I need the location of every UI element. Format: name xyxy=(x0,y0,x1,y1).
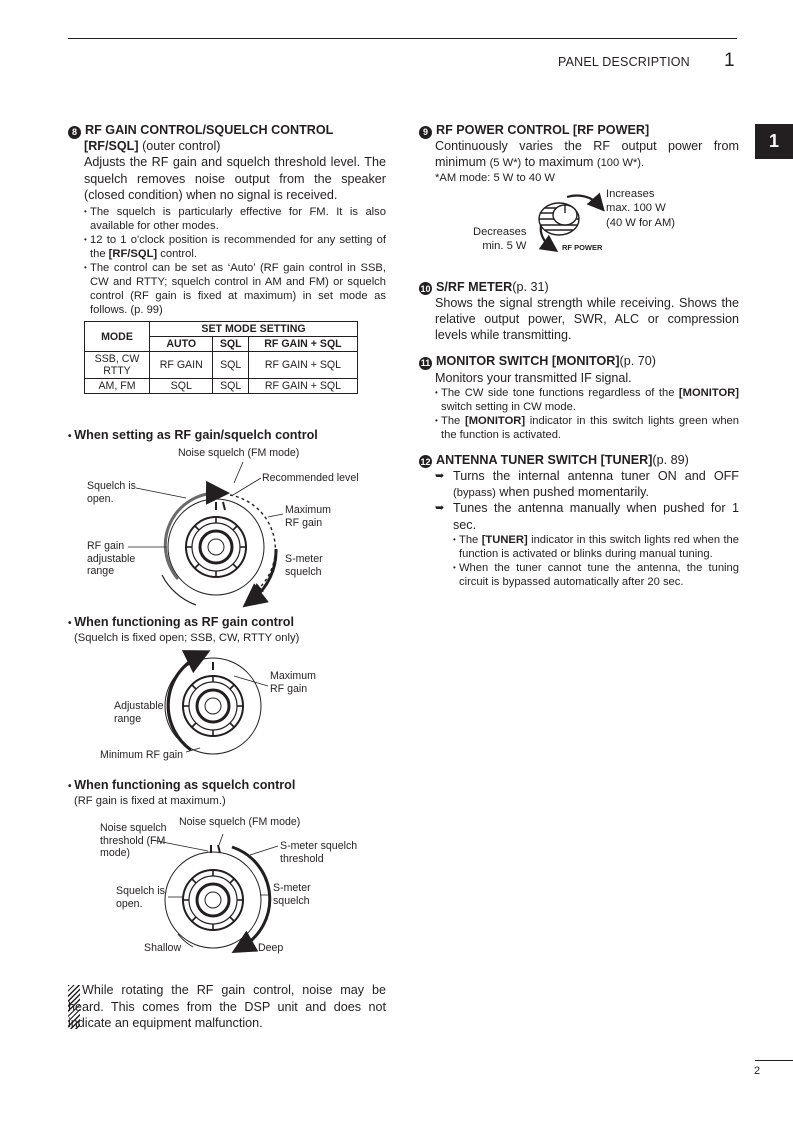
label-squelch-open: Squelch is open. xyxy=(87,480,136,505)
note: • When the tuner cannot tune the antenna, the tuning circuit is bypassed automatically after 20 sec. xyxy=(453,561,739,589)
top-rule xyxy=(68,38,737,39)
section-9-note: *AM mode: 5 W to 40 W xyxy=(435,171,555,184)
section-8-title: 8 RF GAIN CONTROL/SQUELCH CONTROL xyxy=(68,122,386,138)
number-11-icon: 11 xyxy=(420,358,431,369)
section-9-body: Continuously varies the RF output power from minimum (5 W*) to maximum (100 W*). xyxy=(435,139,739,170)
diagram-3-note: (RF gain is fixed at maximum.) xyxy=(74,795,226,807)
list-item: ➥ Turns the internal antenna tuner ON and OFF (bypass) when pushed momentarily. xyxy=(435,469,739,500)
section-8-notes xyxy=(84,205,386,317)
arrow-icon: ➥ xyxy=(435,502,445,515)
section-10-title: 10 S/RF METER (p. 31) xyxy=(420,279,549,294)
table-header: SET MODE SETTING xyxy=(150,322,358,337)
rf-power-diagram xyxy=(419,185,739,267)
footnote: While rotating the RF gain control, noise may be heard. This comes from the DSP unit and does not indicate an equipment malfunction. xyxy=(68,983,386,1030)
section-12-notes xyxy=(453,533,739,589)
section-11-title: 11 MONITOR SWITCH [MONITOR] (p. 70) xyxy=(420,354,656,369)
note: • The control can be set as ‘Auto’ (RF gain control in SSB, CW and RTTY; squelch control in AM and FM) or squelch control (RF gain is fixed at maximum) in set mode as follows. (p. 99) xyxy=(84,261,386,317)
diagram-2-note: (Squelch is fixed open; SSB, CW, RTTY only) xyxy=(74,632,300,644)
label-noise-squelch-fm: Noise squelch (FM mode) xyxy=(178,447,300,459)
label-s-meter-squelch: S-meter squelch xyxy=(285,553,323,578)
section-8-body: Adjusts the RF gain and squelch threshold level. The squelch removes noise output from the speaker (closed condition) when no signal is received. xyxy=(84,155,386,202)
arrow-icon: ➥ xyxy=(435,470,445,483)
section-11-notes xyxy=(435,386,739,442)
diagram-2-heading: • When functioning as RF gain control xyxy=(68,615,294,629)
page-number: 2 xyxy=(754,1065,761,1077)
section-9-title: 9 RF POWER CONTROL [RF POWER] xyxy=(419,122,739,138)
chapter-tab: 1 xyxy=(755,124,793,159)
note: • 12 to 1 o'clock position is recommended for any setting of the [RF/SQL] control. xyxy=(84,233,386,261)
label-squelch-open: Squelch is open. xyxy=(116,885,165,910)
label-deep: Deep xyxy=(258,942,284,954)
list-item: ➥ Tunes the antenna manually when pushed for 1 sec. xyxy=(435,501,739,532)
label-shallow: Shallow xyxy=(144,942,182,954)
table-header: RF GAIN + SQL xyxy=(248,337,357,352)
chapter-number: 1 xyxy=(724,50,735,71)
table-row: AM, FM SQL SQL RF GAIN + SQL xyxy=(85,379,358,394)
page-number-rule xyxy=(755,1060,793,1061)
label-increases: Increases max. 100 W (40 W for AM) xyxy=(606,187,675,229)
table-header: MODE xyxy=(85,322,150,352)
section-11-body: Monitors your transmitted IF signal. xyxy=(435,370,632,385)
label-minimum-rf-gain: Minimum RF gain xyxy=(100,749,184,761)
section-12-title: 12 ANTENNA TUNER SWITCH [TUNER] (p. 89) xyxy=(420,452,689,467)
number-10-icon: 10 xyxy=(420,283,431,294)
label-recommended-level: Recommended level xyxy=(262,472,359,484)
diagram-rf-sql xyxy=(68,445,388,610)
label-decreases: Decreases min. 5 W xyxy=(473,225,527,253)
section-10-body: Shows the signal strength while receiving. Shows the relative output power, SWR, ALC or compression levels while transmitting. xyxy=(435,295,739,343)
label-rf-power: RF POWER xyxy=(562,242,603,252)
number-8-icon: 8 xyxy=(68,126,81,139)
note: • The [MONITOR] indicator in this switch lights green when the function is activated. xyxy=(435,414,739,442)
number-9-icon: 9 xyxy=(419,126,432,139)
left-column xyxy=(68,122,386,394)
label-maximum-rf-gain: Maximum RF gain xyxy=(270,670,316,695)
section-12-items xyxy=(435,468,739,589)
diagram-1-heading: • When setting as RF gain/squelch control xyxy=(68,428,318,442)
table-row: SSB, CW RTTY RF GAIN SQL RF GAIN + SQL xyxy=(85,352,358,379)
label-s-meter-squelch: S-meter squelch xyxy=(273,882,311,907)
number-12-icon: 12 xyxy=(420,456,431,467)
running-head: PANEL DESCRIPTION xyxy=(558,55,690,69)
diagram-squelch xyxy=(68,815,388,960)
diagram-3-heading: • When functioning as squelch control xyxy=(68,778,295,792)
note: • The CW side tone functions regardless of the [MONITOR] switch setting in CW mode. xyxy=(435,386,739,414)
label-maximum-rf-gain: Maximum RF gain xyxy=(285,504,331,529)
note: • The squelch is particularly effective for FM. It is also available for other modes. xyxy=(84,205,386,233)
table-header: AUTO xyxy=(150,337,213,352)
label-noise-squelch-fm: Noise squelch (FM mode) xyxy=(179,816,301,828)
note: • The [TUNER] indicator in this switch lights red when the function is activated or blinks during manual tuning. xyxy=(453,533,739,561)
section-8-subtitle: [RF/SQL] (outer control) xyxy=(84,139,221,154)
label-s-meter-squelch-threshold: S-meter squelch threshold xyxy=(280,840,358,865)
label-noise-squelch-threshold: Noise squelch threshold (FM mode) xyxy=(100,822,167,859)
set-mode-table xyxy=(84,321,358,394)
right-column xyxy=(419,122,739,589)
label-adjustable-range: Adjustable range xyxy=(114,700,164,725)
table-header: SQL xyxy=(213,337,248,352)
diagram-rf-gain xyxy=(68,648,388,768)
label-rf-gain-range: RF gain adjustable range xyxy=(87,540,136,577)
